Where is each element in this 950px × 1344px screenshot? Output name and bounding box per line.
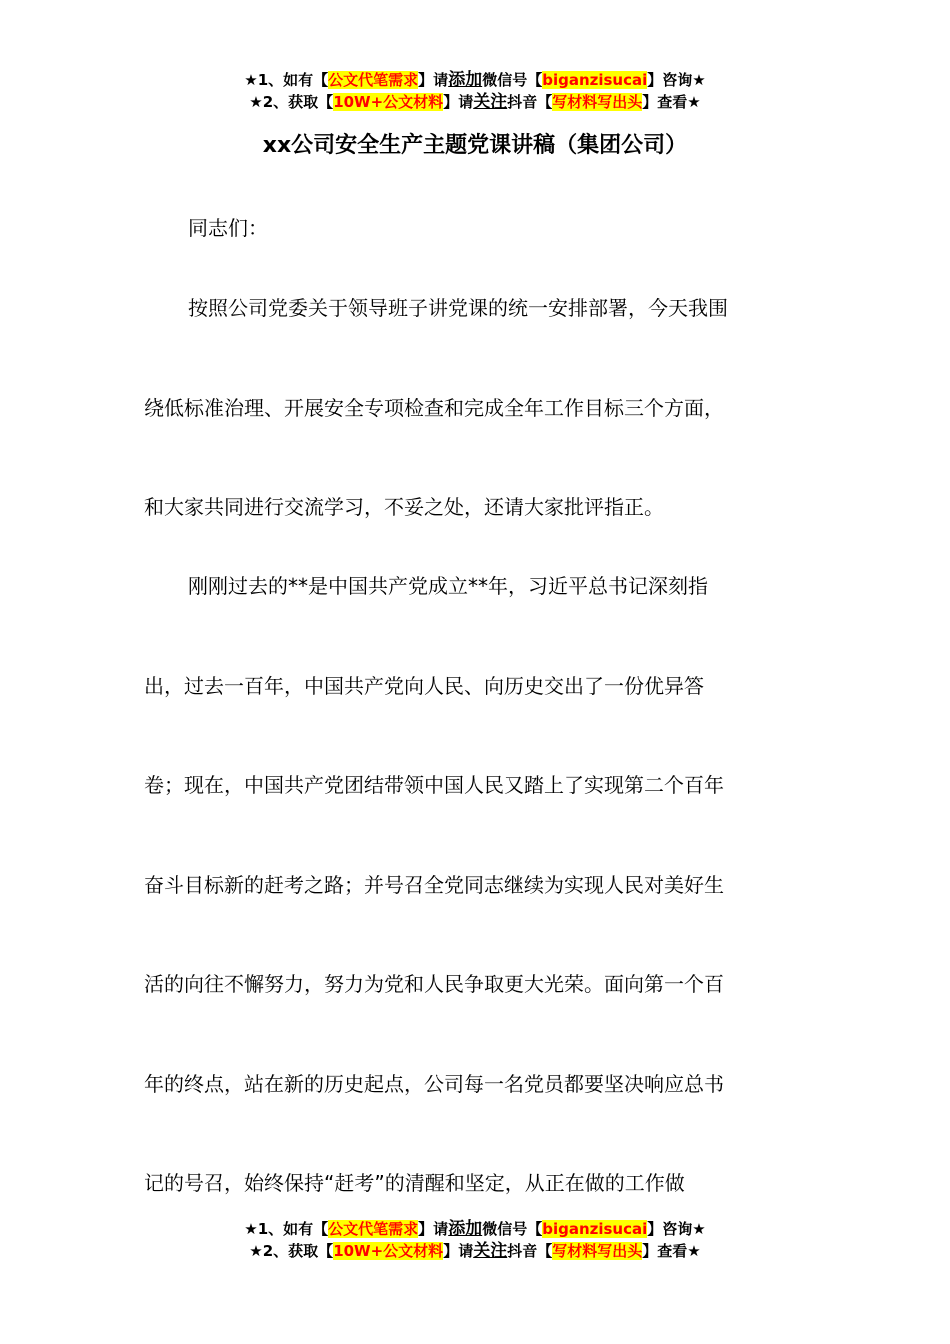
- notice-text: 】请: [418, 71, 449, 89]
- paragraph-line: 刚刚过去的**是中国共产党成立**年，习近平总书记深刻指: [188, 574, 708, 598]
- notice-text: 】咨询★: [647, 1220, 706, 1238]
- notice-highlight: 写材料写出头: [552, 93, 643, 111]
- notice-text: 微信号【: [482, 71, 543, 89]
- notice-highlight: biganzisucai: [542, 71, 648, 89]
- notice-text: 抖音【: [507, 93, 553, 111]
- notice-text: 抖音【: [507, 1242, 553, 1260]
- notice-line-1: [0, 69, 950, 91]
- notice-text: ★1、如有【: [244, 71, 329, 89]
- notice-emphasis: 关注: [473, 92, 508, 112]
- notice-text: 微信号【: [482, 1220, 543, 1238]
- notice-highlight: 写材料写出头: [552, 1242, 643, 1260]
- notice-text: 】查看★: [642, 93, 701, 111]
- paragraph-line: 记的号召，始终保持“赶考”的清醒和坚定，从正在做的工作做: [144, 1171, 685, 1195]
- notice-highlight: 公文代笔需求: [328, 1220, 419, 1238]
- paragraph-line: 卷；现在，中国共产党团结带领中国人民又踏上了实现第二个百年: [144, 773, 724, 797]
- notice-text: ★1、如有【: [244, 1220, 329, 1238]
- document-title: xx公司安全生产主题党课讲稿（集团公司）: [262, 133, 688, 158]
- salutation: 同志们：: [188, 216, 268, 240]
- paragraph-line: 奋斗目标新的赶考之路；并号召全党同志继续为实现人民对美好生: [144, 873, 724, 897]
- paragraph-line: 出，过去一百年，中国共产党向人民、向历史交出了一份优异答: [144, 674, 704, 698]
- paragraph-line: 年的终点，站在新的历史起点，公司每一名党员都要坚决响应总书: [144, 1072, 724, 1096]
- paragraph-line: 和大家共同进行交流学习，不妥之处，还请大家批评指正。: [144, 495, 664, 519]
- notice-text: 】请: [443, 1242, 474, 1260]
- notice-text: ★2、获取【: [249, 93, 334, 111]
- header-notice: [0, 69, 950, 113]
- notice-emphasis: 添加: [448, 70, 483, 90]
- paragraph-line: 活的向往不懈努力，努力为党和人民争取更大光荣。面向第一个百: [144, 972, 724, 996]
- notice-text: 】请: [418, 1220, 449, 1238]
- notice-text: 】咨询★: [647, 71, 706, 89]
- notice-line-1: [0, 1218, 950, 1240]
- notice-line-2: [0, 1240, 950, 1262]
- notice-highlight: 10W+公文材料: [333, 93, 444, 111]
- notice-highlight: 10W+公文材料: [333, 1242, 444, 1260]
- notice-highlight: biganzisucai: [542, 1220, 648, 1238]
- footer-notice: [0, 1218, 950, 1262]
- notice-text: ★2、获取【: [249, 1242, 334, 1260]
- notice-text: 】请: [443, 93, 474, 111]
- paragraph-line: 按照公司党委关于领导班子讲党课的统一安排部署，今天我围: [188, 296, 728, 320]
- notice-line-2: [0, 91, 950, 113]
- notice-highlight: 公文代笔需求: [328, 71, 419, 89]
- notice-emphasis: 关注: [473, 1241, 508, 1261]
- paragraph-line: 绕低标准治理、开展安全专项检查和完成全年工作目标三个方面，: [144, 396, 724, 420]
- notice-text: 】查看★: [642, 1242, 701, 1260]
- notice-emphasis: 添加: [448, 1219, 483, 1239]
